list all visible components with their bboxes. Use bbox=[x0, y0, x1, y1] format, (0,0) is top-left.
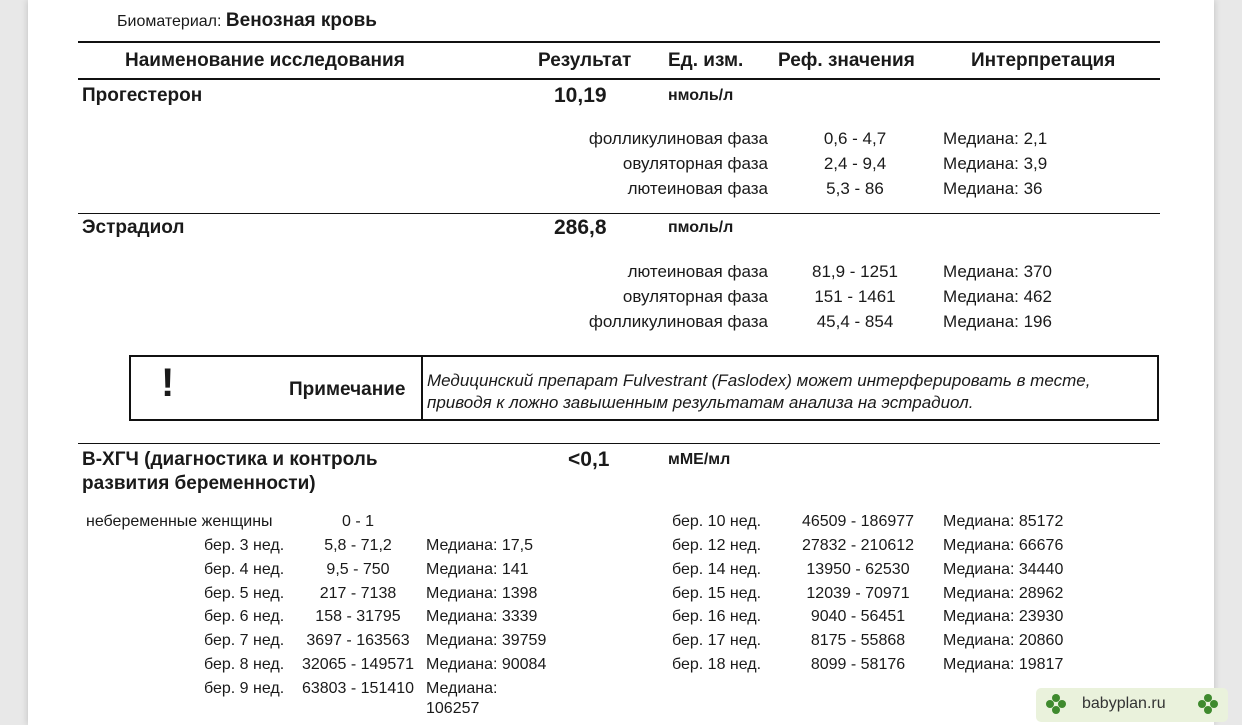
estradiol-range: 151 - 1461 bbox=[814, 287, 896, 306]
estradiol-median: Медиана: 462 bbox=[943, 287, 1052, 306]
estradiol-range: 81,9 - 1251 bbox=[811, 262, 898, 281]
note-label: Примечание bbox=[289, 379, 406, 400]
progesterone-range: 0,6 - 4,7 bbox=[823, 129, 887, 148]
pregnancy-range: 32065 - 149571 bbox=[301, 656, 415, 673]
progesterone-range: 5,3 - 86 bbox=[826, 179, 884, 198]
estradiol-median: Медиана: 196 bbox=[943, 312, 1052, 331]
col-header-result: Результат bbox=[538, 50, 632, 71]
progesterone-median: Медиана: 2,1 bbox=[943, 129, 1048, 148]
pregnancy-median: Медиана: 66676 bbox=[943, 537, 1064, 554]
header-bottom-rule bbox=[78, 78, 1160, 80]
pregnancy-week: бер. 18 нед. bbox=[672, 656, 762, 673]
pregnancy-week: бер. 7 нед. bbox=[204, 632, 285, 649]
pregnancy-range: 27832 - 210612 bbox=[801, 537, 915, 554]
test-result-estradiol: 286,8 bbox=[554, 216, 607, 239]
pregnancy-range: 5,8 - 71,2 bbox=[324, 537, 392, 554]
pregnancy-range: 13950 - 62530 bbox=[806, 561, 910, 578]
test-unit-progesterone: нмоль/л bbox=[668, 87, 734, 104]
warning-mark: ! bbox=[161, 361, 175, 405]
pregnancy-median-value: 106257 bbox=[426, 700, 480, 717]
pregnancy-week: бер. 12 нед. bbox=[672, 537, 762, 554]
pregnancy-median: Медиана: 19817 bbox=[943, 656, 1064, 673]
test-unit-estradiol: пмоль/л bbox=[668, 219, 734, 236]
pregnancy-week: бер. 9 нед. bbox=[204, 680, 285, 697]
estradiol-median: Медиана: 370 bbox=[943, 262, 1052, 281]
pregnancy-week: бер. 15 нед. bbox=[672, 585, 762, 602]
progesterone-phase: лютеиновая фаза bbox=[627, 179, 768, 198]
header-top-rule bbox=[78, 41, 1160, 43]
pregnancy-week: бер. 16 нед. bbox=[672, 608, 762, 625]
pregnancy-range: 9,5 - 750 bbox=[326, 561, 390, 578]
col-header-unit: Ед. изм. bbox=[668, 50, 744, 71]
pregnancy-median: Медиана: 28962 bbox=[943, 585, 1064, 602]
pregnancy-median: Медиана: 34440 bbox=[943, 561, 1064, 578]
note-divider bbox=[421, 357, 423, 419]
biomaterial-line bbox=[117, 10, 377, 32]
note-box bbox=[129, 355, 1159, 421]
lab-report-page bbox=[28, 0, 1214, 725]
col-header-interpretation: Интерпретация bbox=[971, 50, 1116, 71]
progesterone-median: Медиана: 36 bbox=[943, 179, 1043, 198]
test-name-progesterone: Прогестерон bbox=[82, 85, 203, 106]
biomaterial-label: Биоматериал: bbox=[117, 13, 222, 30]
clover-icon bbox=[1198, 694, 1218, 714]
progesterone-median: Медиана: 3,9 bbox=[943, 154, 1048, 173]
pregnancy-week: бер. 14 нед. bbox=[672, 561, 762, 578]
clover-icon bbox=[1046, 694, 1066, 714]
pregnancy-range: 158 - 31795 bbox=[315, 608, 401, 625]
test-unit-hcg: мМЕ/мл bbox=[668, 451, 731, 468]
pregnancy-week: бер. 5 нед. bbox=[204, 585, 285, 602]
col-header-ref: Реф. значения bbox=[778, 50, 915, 71]
pregnancy-range: 8099 - 58176 bbox=[810, 656, 906, 673]
pregnancy-median: Медиана: 3339 bbox=[426, 608, 538, 625]
pregnancy-week: бер. 3 нед. bbox=[204, 537, 285, 554]
estradiol-phase: лютеиновая фаза bbox=[627, 262, 768, 281]
estradiol-range: 45,4 - 854 bbox=[816, 312, 894, 331]
pregnancy-median: Медиана: 23930 bbox=[943, 608, 1064, 625]
col-header-name: Наименование исследования bbox=[125, 50, 405, 71]
pregnancy-median: Медиана: bbox=[426, 680, 498, 697]
progesterone-range: 2,4 - 9,4 bbox=[823, 154, 887, 173]
pregnancy-range: 63803 - 151410 bbox=[301, 680, 415, 697]
pregnancy-range: 12039 - 70971 bbox=[806, 585, 910, 602]
nonpregnant-range: 0 - 1 bbox=[341, 513, 374, 530]
pregnancy-median: Медиана: 17,5 bbox=[426, 537, 533, 554]
pregnancy-median: Медиана: 141 bbox=[426, 561, 529, 578]
nonpregnant-label: небеременные женщины bbox=[86, 513, 273, 530]
pregnancy-median: Медиана: 90084 bbox=[426, 656, 547, 673]
pregnancy-range: 9040 - 56451 bbox=[810, 608, 906, 625]
progesterone-phase: фолликулиновая фаза bbox=[588, 129, 768, 148]
test-name-hcg-line2: развития беременности) bbox=[82, 473, 316, 494]
progesterone-phase: овуляторная фаза bbox=[622, 154, 768, 173]
section-rule bbox=[78, 443, 1160, 444]
pregnancy-range: 217 - 7138 bbox=[319, 585, 397, 602]
watermark-text: babyplan.ru bbox=[1082, 695, 1166, 712]
test-name-hcg-line1: В-ХГЧ (диагностика и контроль bbox=[82, 449, 378, 470]
pregnancy-week: бер. 17 нед. bbox=[672, 632, 762, 649]
pregnancy-week: бер. 4 нед. bbox=[204, 561, 285, 578]
babyplan-watermark bbox=[1036, 688, 1228, 722]
biomaterial-value: Венозная кровь bbox=[225, 10, 377, 31]
estradiol-phase: фолликулиновая фаза bbox=[588, 312, 768, 331]
test-name-estradiol: Эстрадиол bbox=[82, 217, 185, 238]
pregnancy-median: Медиана: 85172 bbox=[943, 513, 1064, 530]
pregnancy-range: 8175 - 55868 bbox=[810, 632, 906, 649]
pregnancy-week: бер. 6 нед. bbox=[204, 608, 285, 625]
pregnancy-median: Медиана: 20860 bbox=[943, 632, 1064, 649]
pregnancy-range: 3697 - 163563 bbox=[306, 632, 410, 649]
pregnancy-range: 46509 - 186977 bbox=[801, 513, 915, 530]
estradiol-phase: овуляторная фаза bbox=[622, 287, 768, 306]
test-result-hcg: <0,1 bbox=[568, 448, 610, 471]
pregnancy-week: бер. 8 нед. bbox=[204, 656, 285, 673]
pregnancy-median: Медиана: 1398 bbox=[426, 585, 538, 602]
pregnancy-median: Медиана: 39759 bbox=[426, 632, 547, 649]
test-result-progesterone: 10,19 bbox=[554, 84, 607, 107]
pregnancy-week: бер. 10 нед. bbox=[672, 513, 762, 530]
section-rule bbox=[78, 213, 1160, 214]
note-text: Медицинский препарат Fulvestrant (Faslodex) может интерферировать в тесте, приводя к ложно завышенным результатам анализа на эстрадиол. bbox=[427, 371, 1091, 412]
